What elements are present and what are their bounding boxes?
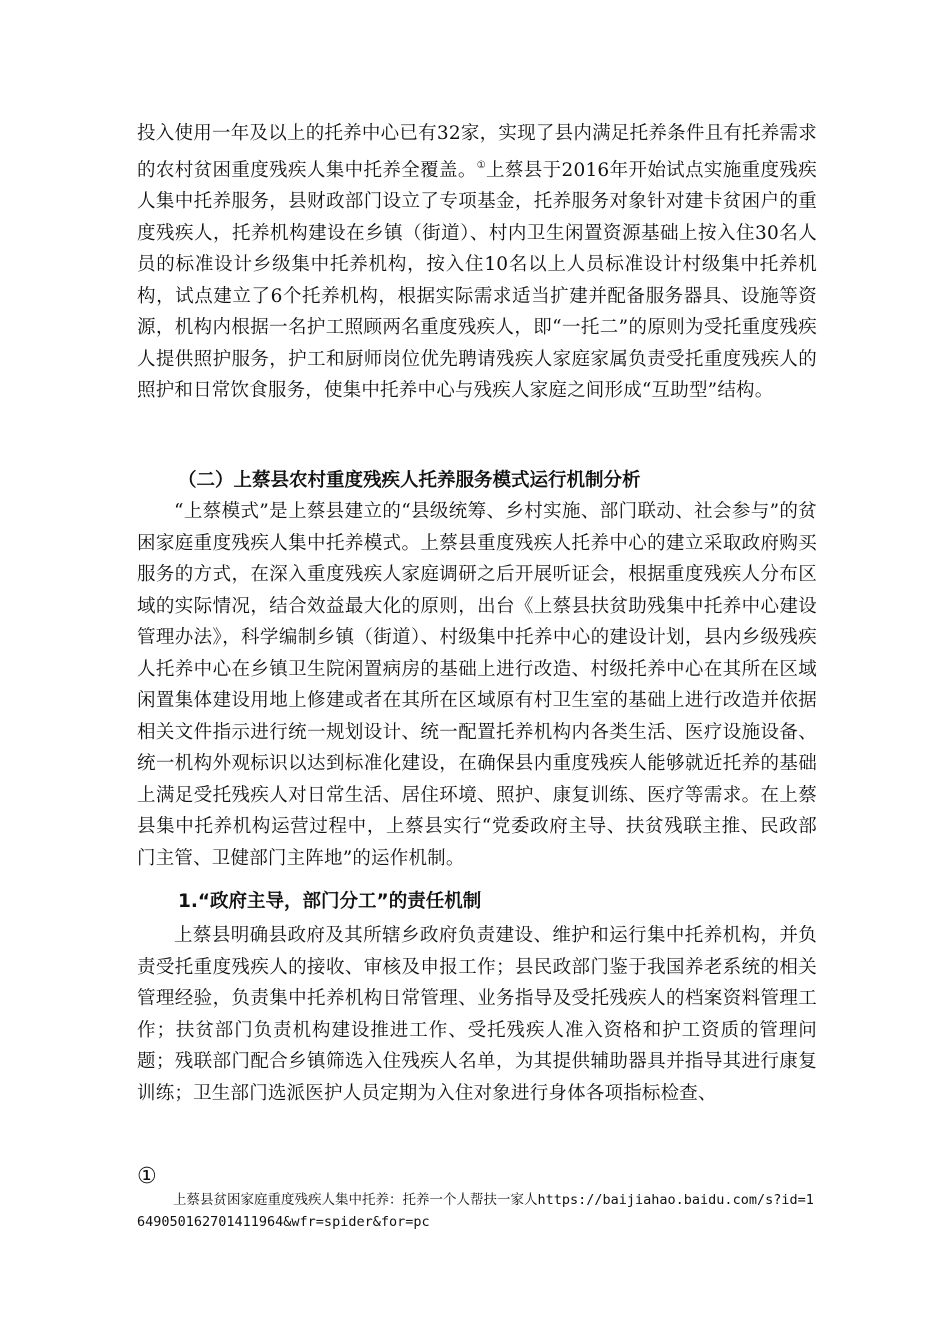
paragraph-intro-text-b: 上蔡县于2016年开始试点实施重度残疾人集中托养服务，县财政部门设立了专项基金，托养服务对象针对建卡贫困户的重度残疾人，托养机构建设在乡镇（街道）、村内卫生闲置资源基础上按入住30名人员的标准设计乡级集中托养机构，按入住10名以上人员标准设计村级集中托养机构，试点建立了6个托养机构，根据实际需求适当扩建并配备服务器具、设施等资源，机构内根据一名护工照顾两名重度残疾人，即“一托二”的原则为受托重度残疾人提供照护服务，护工和厨师岗位优先聘请残疾人家庭家属负责受托重度残疾人的照护和日常饮食服务，使集中托养中心与残疾人家庭之间形成“互助型”结构。 [137, 159, 817, 401]
paragraph-model: “上蔡模式”是上蔡县建立的“县级统筹、乡村实施、部门联动、社会参与”的贫困家庭重度残疾人集中托养模式。上蔡县重度残疾人托养中心的建立采取政府购买服务的方式，在深入重度残疾人家庭调研之后开展听证会，根据重度残疾人分布区域的实际情况，结合效益最大化的原则，出台《上蔡县扶贫助残集中托养中心建设管理办法》，科学编制乡镇（街道）、村级集中托养中心的建设计划，县内乡级残疾人托养中心在乡镇卫生院闲置病房的基础上进行改造、村级托养中心在其所在区域闲置集体建设用地上修建或者在其所在区域原有村卫生室的基础上进行改造并依据相关文件指示进行统一规划设计、统一配置托养机构内各类生活、医疗设施设备、统一机构外观标识以达到标准化建设，在确保县内重度残疾人能够就近托养的基础上满足受托残疾人对日常生活、居住环境、照护、康复训练、医疗等需求。在上蔡县集中托养机构运营过程中，上蔡县实行“党委政府主导、扶贫残联主推、民政部门主管、卫健部门主阵地”的运作机制。 [137, 501, 817, 869]
paragraph-intro-text-a: 投入使用一年及以上的托养中心已有32家，实现了县内满足托养条件且有托养需求的农村贫困重度残疾人集中托养全覆盖。 [137, 123, 817, 181]
paragraph-responsibility: 上蔡县明确县政府及其所辖乡政府负责建设、维护和运行集中托养机构，并负责受托重度残疾人的接收、审核及申报工作；县民政部门鉴于我国养老系统的相关管理经验，负责集中托养机构日常管理、业务指导及受托残疾人的档案资料管理工作；扶贫部门负责机构建设推进工作、受托残疾人准入资格和护工资质的管理问题；残联部门配合乡镇筛选入住残疾人名单，为其提供辅助器具并指导其进行康复训练；卫生部门选派医护人员定期为入住对象进行身体各项指标检查、 [137, 925, 817, 1104]
section-heading: （二）上蔡县农村重度残疾人托养服务模式运行机制分析 [178, 470, 641, 491]
subsection-heading: 1.“政府主导，部门分工”的责任机制 [178, 891, 482, 912]
footnote-mark: ① [137, 1164, 157, 1189]
footnote-text[interactable]: 上蔡县贫困家庭重度残疾人集中托养：托养一个人帮扶一家人https://baijiahao.baidu.com/s?id=1649050162701411964&wfr=spider&for=pc [137, 1192, 814, 1230]
footnote-ref[interactable]: ① [476, 159, 487, 171]
paragraph-intro [137, 118, 817, 407]
